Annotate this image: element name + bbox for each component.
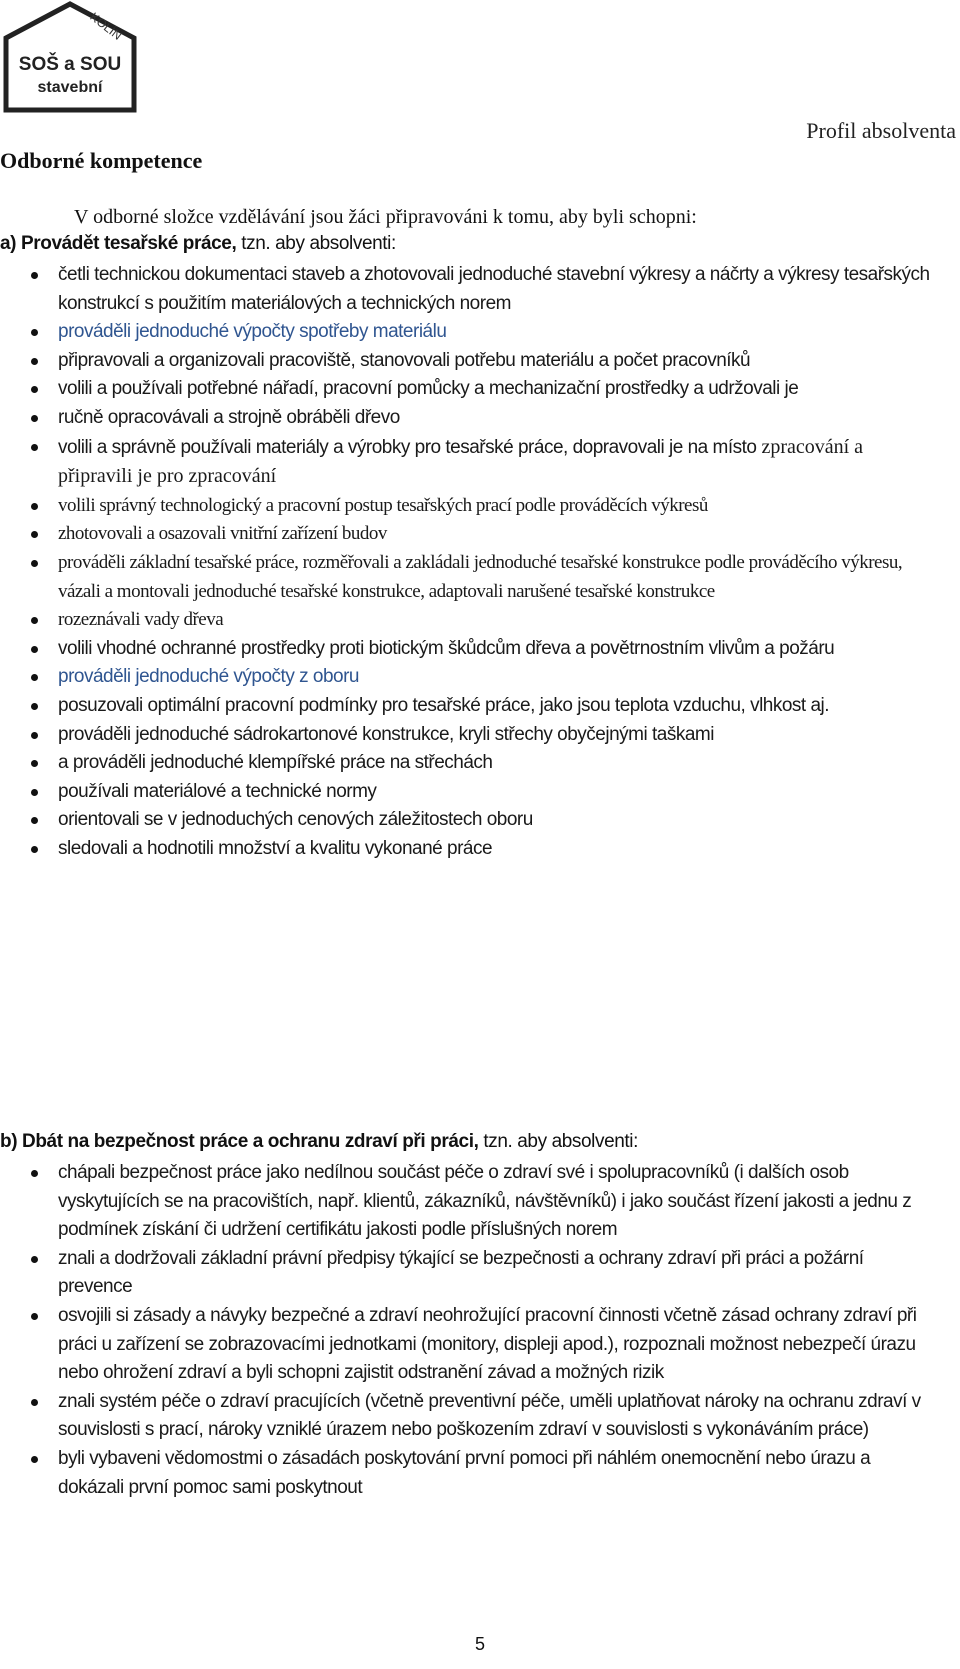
list-item: osvojili si zásady a návyky bezpečné a zdraví neohrožující pracovní činnosti včetně zásad ochrany zdraví při práci u zařízení se zobrazovacími jednotkami (monitory, displeji apod.), rozpoznali možnost nebezpečí úrazu nebo ohrožení zdraví a byli schopni zajistit odstranění závad a možných rizik xyxy=(0,1302,940,1388)
bullet-icon xyxy=(31,674,38,681)
section-b-list xyxy=(0,1159,940,1502)
intro-text: V odborné složce vzdělávání jsou žáci připravováni k tomu, aby byli schopni: xyxy=(74,206,697,228)
bullet-icon xyxy=(31,789,38,796)
list-item: prováděli jednoduché výpočty spotřeby materiálu xyxy=(0,318,940,347)
section-b-title xyxy=(0,1131,638,1153)
list-item: volili a správně používali materiály a výrobky pro tesařské práce, dopravovali je na místo zpracování a připravili je pro zpracování xyxy=(0,433,940,492)
list-item: zhotovovali a osazovali vnitřní zařízení budov xyxy=(0,520,940,549)
section-a-title-rest: tzn. aby absolventi: xyxy=(236,233,396,254)
list-item: byli vybaveni vědomostmi o zásadách poskytování první pomoci při náhlém onemocnění nebo úrazu a dokázali první pomoc sami poskytnout xyxy=(0,1445,940,1502)
list-item: prováděli jednoduché sádrokartonové konstrukce, kryli střechy obyčejnými taškami xyxy=(0,721,940,750)
list-item: chápali bezpečnost práce jako nedílnou součást péče o zdraví své i spolupracovníků (i dalších osob vyskytujících se na pracovištích, např. klientů, zákazníků, návštěvníků) i jako součást řízení jakosti a jednu z podmínek získání či udržení certifikátu jakosti podle příslušných norem xyxy=(0,1159,940,1245)
logo-text-line2: stavební xyxy=(37,79,103,96)
list-item: znali a dodržovali základní právní předpisy týkající se bezpečnosti a ochrany zdraví při práci a požární prevence xyxy=(0,1245,940,1302)
section-a-title xyxy=(0,233,396,255)
list-item: volili správný technologický a pracovní postup tesařských prací podle prováděcích výkresů xyxy=(0,492,940,521)
bullet-icon xyxy=(31,386,38,393)
list-item: sledovali a hodnotili množství a kvalitu vykonané práce xyxy=(0,835,940,864)
list-item: rozeznávali vady dřeva xyxy=(0,606,940,635)
list-item: a prováděli jednoduché klempířské práce na střechách xyxy=(0,749,940,778)
list-item: volili a používali potřebné nářadí, pracovní pomůcky a mechanizační prostředky a udržovali je xyxy=(0,375,940,404)
bullet-icon xyxy=(31,531,38,538)
section-b-title-rest: tzn. aby absolventi: xyxy=(478,1131,638,1152)
list-item: připravovali a organizovali pracoviště, stanovovali potřebu materiálu a počet pracovníků xyxy=(0,347,940,376)
list-item: orientovali se v jednoduchých cenových záležitostech oboru xyxy=(0,806,940,835)
bullet-icon xyxy=(31,846,38,853)
bullet-icon xyxy=(31,817,38,824)
bullet-icon xyxy=(31,760,38,767)
bullet-icon xyxy=(31,415,38,422)
section-a-list xyxy=(0,261,940,863)
bullet-icon xyxy=(31,1456,38,1463)
bullet-icon xyxy=(31,329,38,336)
bullet-icon xyxy=(31,1170,38,1177)
bullet-icon xyxy=(31,444,38,451)
list-item: znali systém péče o zdraví pracujících (včetně preventivní péče, uměli uplatňovat nároky na ochranu zdraví v souvislosti s prací, nároky vzniklé úrazem nebo poškozením zdraví v souvislosti s vykonáváním práce) xyxy=(0,1388,940,1445)
bullet-icon xyxy=(31,503,38,510)
bullet-icon xyxy=(31,703,38,710)
list-item: ručně opracovávali a strojně obráběli dřevo xyxy=(0,404,940,433)
bullet-icon xyxy=(31,1313,38,1320)
bullet-icon xyxy=(31,732,38,739)
school-logo xyxy=(2,0,138,114)
section-a-title-bold: a) Provádět tesařské práce, xyxy=(0,233,237,254)
logo-text-line1: SOŠ a SOU xyxy=(18,54,122,75)
list-item: četli technickou dokumentaci staveb a zhotovovali jednoduché stavební výkresy a náčrty a výkresy tesařských konstrukcí s použitím materiálových a technických norem xyxy=(0,261,940,318)
page-number: 5 xyxy=(474,1634,485,1654)
list-item: prováděli jednoduché výpočty z oboru xyxy=(0,663,940,692)
list-item: posuzovali optimální pracovní podmínky pro tesařské práce, jako jsou teplota vzduchu, vlhkost aj. xyxy=(0,692,940,721)
page-heading: Odborné kompetence xyxy=(0,148,203,173)
logo-arc-text: KOLÍN xyxy=(87,9,125,43)
profile-label: Profil absolventa xyxy=(806,118,956,143)
bullet-icon xyxy=(31,1256,38,1263)
list-item: volili vhodné ochranné prostředky proti biotickým škůdcům dřeva a povětrnostním vlivům a požáru xyxy=(0,635,940,664)
section-b-title-bold: b) Dbát na bezpečnost práce a ochranu zdraví při práci, xyxy=(0,1131,479,1152)
bullet-icon xyxy=(31,646,38,653)
bullet-icon xyxy=(31,617,38,624)
bullet-icon xyxy=(31,272,38,279)
logo-house-icon xyxy=(2,0,138,114)
list-item: používali materiálové a technické normy xyxy=(0,778,940,807)
bullet-icon xyxy=(31,1399,38,1406)
bullet-icon xyxy=(31,560,38,567)
bullet-icon xyxy=(31,358,38,365)
list-item: prováděli základní tesařské práce, rozměřovali a zakládali jednoduché tesařské konstrukce podle prováděcího výkresu, vázali a montovali jednoduché tesařské konstrukce, adaptovali narušené tesařské konstrukce xyxy=(0,549,940,606)
